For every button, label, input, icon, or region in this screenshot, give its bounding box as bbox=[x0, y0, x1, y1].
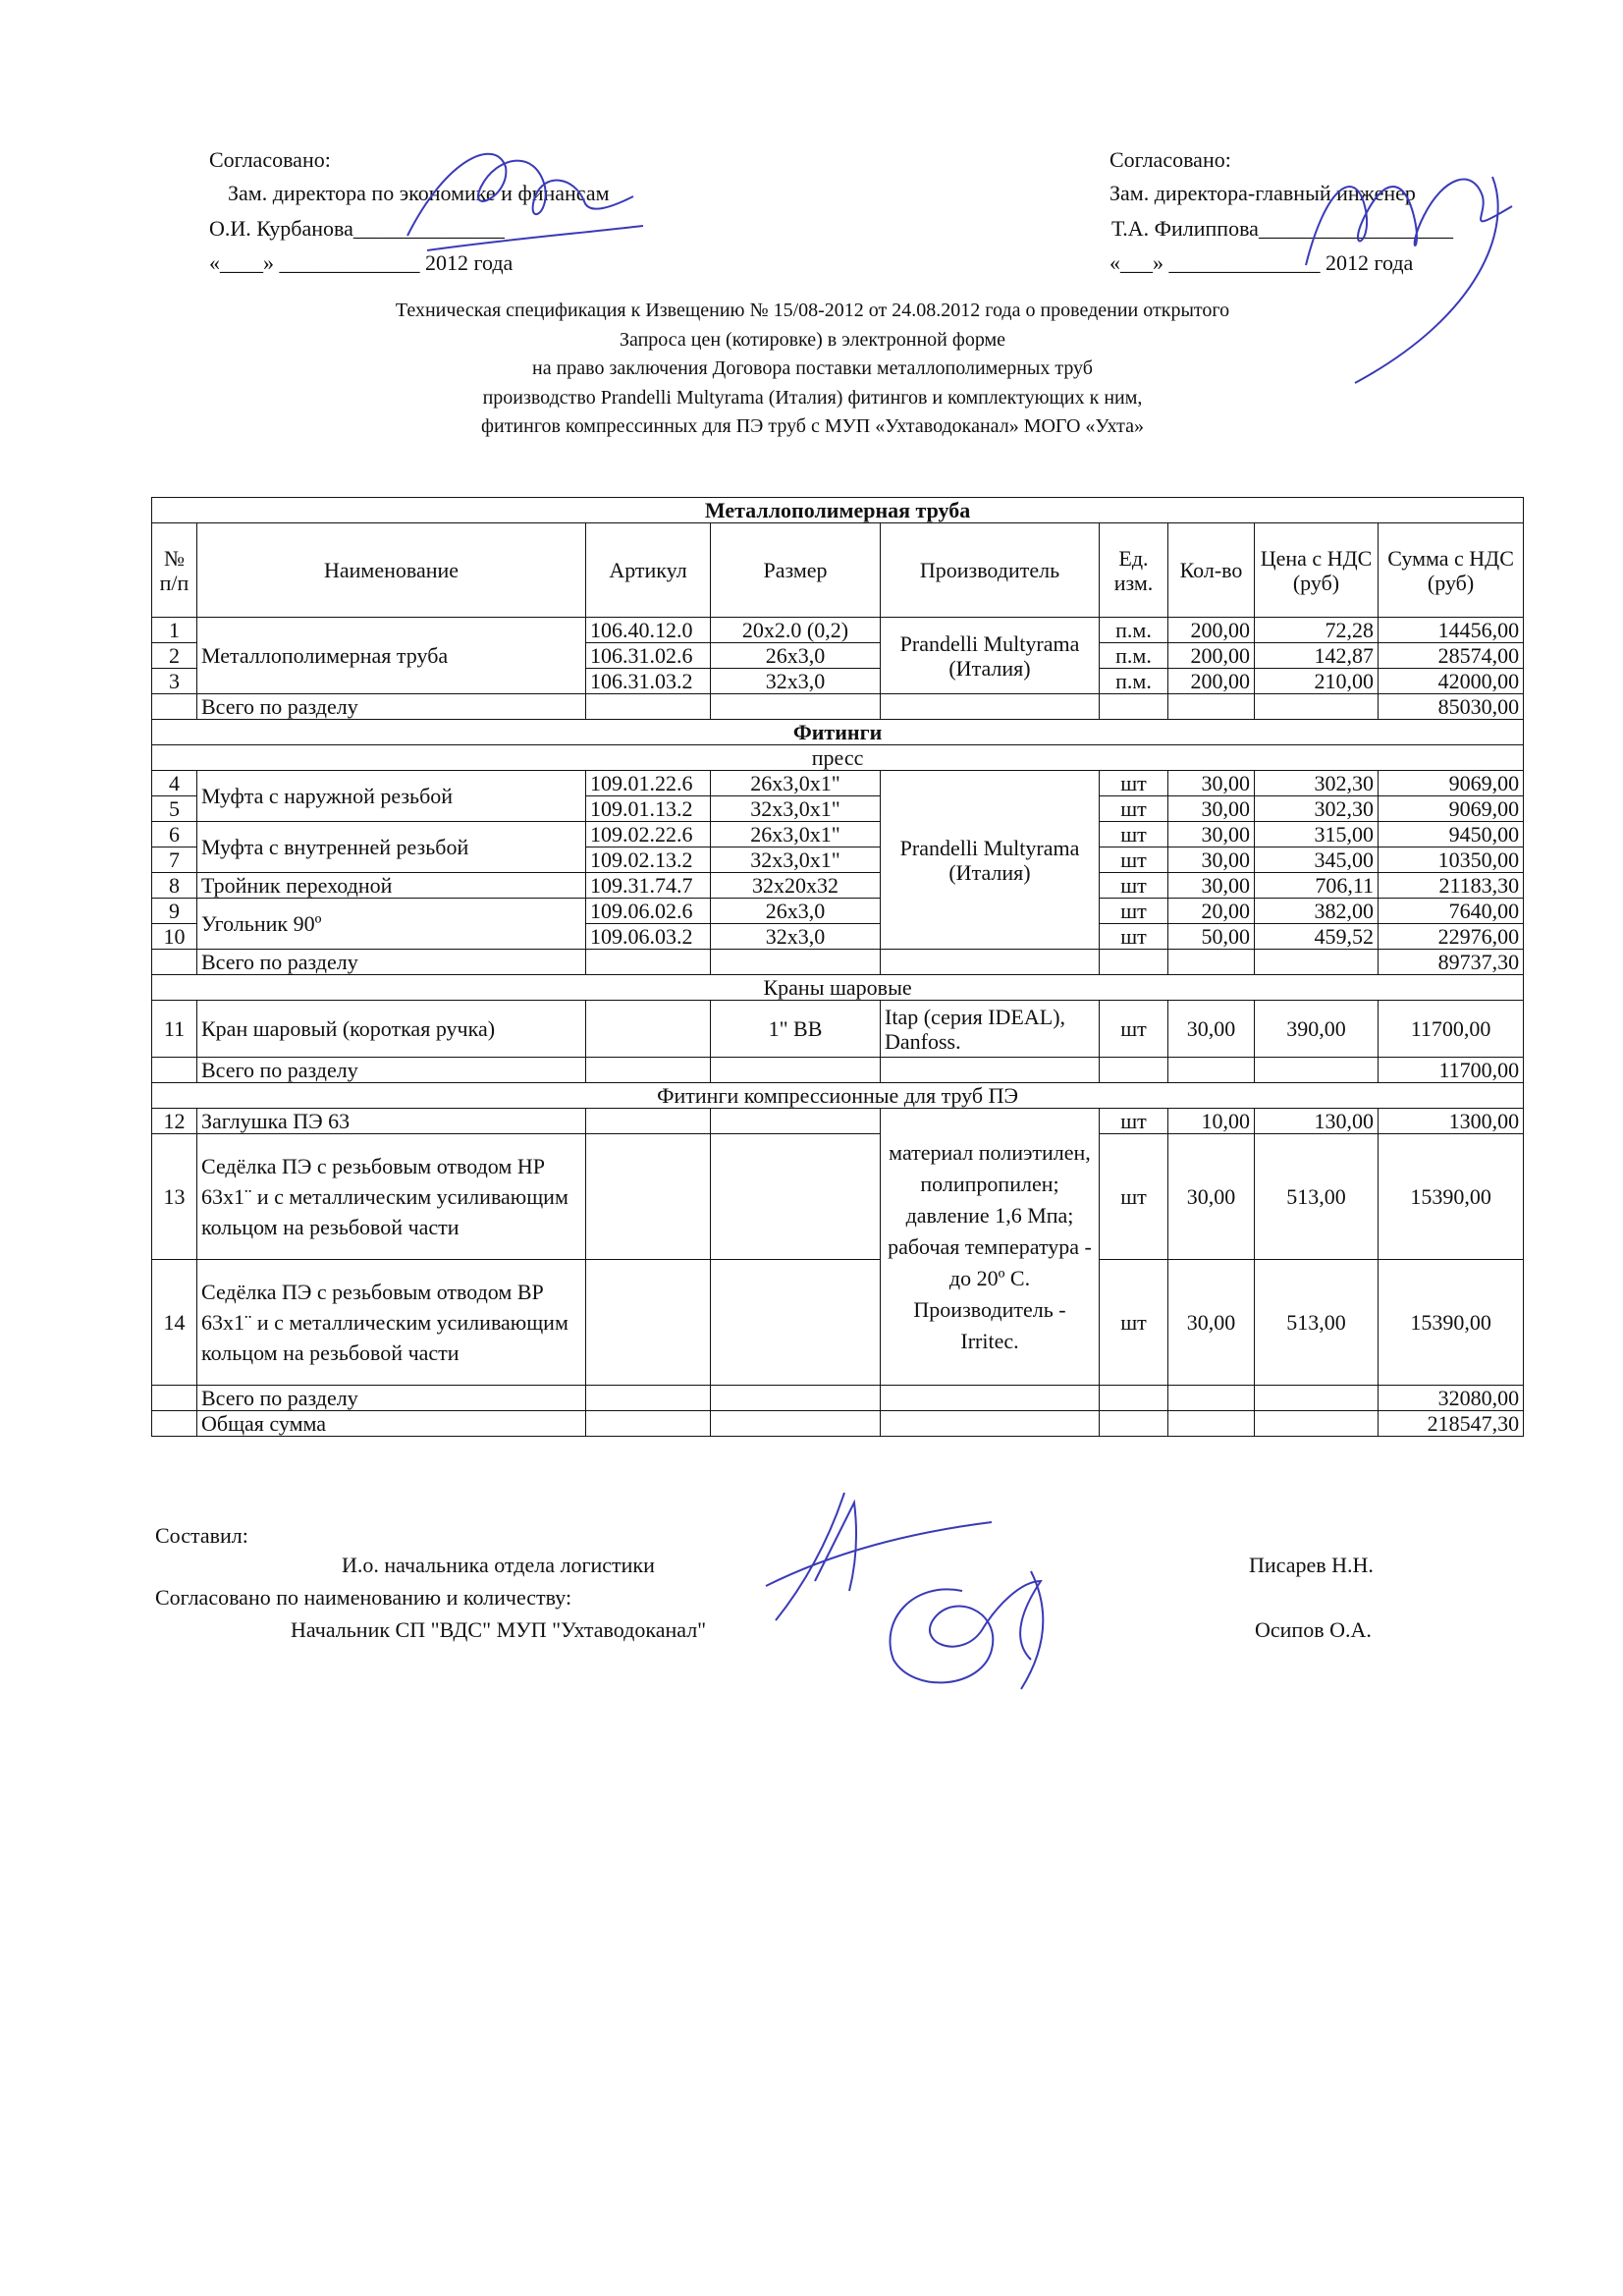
cell-quantity: 30,00 bbox=[1168, 873, 1255, 899]
section-total-label: Всего по разделу bbox=[197, 1386, 586, 1411]
document-title bbox=[236, 297, 1389, 442]
cell-quantity: 50,00 bbox=[1168, 924, 1255, 950]
left-approval-date: «____» _____________ 2012 года bbox=[209, 250, 514, 275]
cell-unit: шт bbox=[1100, 1001, 1168, 1058]
col-header-name: Наименование bbox=[197, 523, 586, 618]
table-row bbox=[152, 618, 1524, 643]
cell-price: 302,30 bbox=[1255, 796, 1379, 822]
left-approver-name: О.И. Курбанова______________ bbox=[209, 216, 505, 241]
col-header-quantity: Кол-во bbox=[1168, 523, 1255, 618]
cell-price: 72,28 bbox=[1255, 618, 1379, 643]
cell-number: 2 bbox=[152, 643, 197, 669]
cell-sum: 28574,00 bbox=[1379, 643, 1524, 669]
cell-name: Заглушка ПЭ 63 bbox=[197, 1109, 586, 1134]
cell-price: 130,00 bbox=[1255, 1109, 1379, 1134]
compiled-position: И.о. начальника отдела логистики bbox=[342, 1553, 655, 1577]
cell-quantity: 30,00 bbox=[1168, 847, 1255, 873]
cell-unit: п.м. bbox=[1100, 643, 1168, 669]
signature-osipov-icon bbox=[874, 1552, 1090, 1699]
cell-sum: 11700,00 bbox=[1379, 1001, 1524, 1058]
right-agreed-label: Согласовано: bbox=[1109, 147, 1231, 172]
cell-name: Тройник переходной bbox=[197, 873, 586, 899]
cell-unit: шт bbox=[1100, 771, 1168, 796]
cell-name: Муфта с внутренней резьбой bbox=[197, 822, 586, 873]
cell-article: 109.01.13.2 bbox=[586, 796, 711, 822]
cell-article: 109.01.22.6 bbox=[586, 771, 711, 796]
cell-article: 109.31.74.7 bbox=[586, 873, 711, 899]
title-line-1: Техническая спецификация к Извещению № 15/08-2012 от 24.08.2012 года о проведении открытого bbox=[395, 300, 1230, 321]
cell-name: Седёлка ПЭ с резьбовым отводом ВР 63х1¨ и с металлическим усиливающим кольцом на резьбовой части bbox=[197, 1260, 586, 1386]
cell-quantity: 30,00 bbox=[1168, 1134, 1255, 1260]
cell-name: Металлополимерная труба bbox=[197, 618, 586, 694]
cell-price: 210,00 bbox=[1255, 669, 1379, 694]
cell-number: 13 bbox=[152, 1134, 197, 1260]
cell-size: 26x3,0x1" bbox=[711, 822, 881, 847]
cell-quantity: 200,00 bbox=[1168, 643, 1255, 669]
table-row bbox=[152, 1134, 1524, 1260]
table-row bbox=[152, 771, 1524, 796]
agreed-by-label: Согласовано по наименованию и количеству: bbox=[155, 1585, 572, 1610]
agreed-position: Начальник СП "ВДС" МУП "Ухтаводоканал" bbox=[291, 1617, 707, 1642]
cell-number: 14 bbox=[152, 1260, 197, 1386]
table-caption: Металлополимерная труба bbox=[152, 498, 1524, 523]
cell-sum: 42000,00 bbox=[1379, 669, 1524, 694]
signature-pisarev-icon bbox=[756, 1483, 1001, 1630]
agreed-name: Осипов О.А. bbox=[1255, 1617, 1372, 1642]
cell-size: 32x3,0 bbox=[711, 924, 881, 950]
cell-sum: 1300,00 bbox=[1379, 1109, 1524, 1134]
section-title-row bbox=[152, 720, 1524, 745]
section-title-row bbox=[152, 975, 1524, 1001]
table-row bbox=[152, 822, 1524, 847]
section-subtitle-row bbox=[152, 745, 1524, 771]
cell-size: 32x20x32 bbox=[711, 873, 881, 899]
col-header-size: Размер bbox=[711, 523, 881, 618]
col-header-manufacturer: Производитель bbox=[881, 523, 1100, 618]
left-agreed-label: Согласовано: bbox=[209, 147, 331, 172]
cell-unit: шт bbox=[1100, 899, 1168, 924]
cell-quantity: 30,00 bbox=[1168, 771, 1255, 796]
cell-name: Седёлка ПЭ с резьбовым отводом НР 63х1¨ и с металлическим усиливающим кольцом на резьбовой части bbox=[197, 1134, 586, 1260]
cell-sum: 21183,30 bbox=[1379, 873, 1524, 899]
col-header-price: Цена с НДС (руб) bbox=[1255, 523, 1379, 618]
cell-unit: шт bbox=[1100, 1134, 1168, 1260]
cell-article: 106.40.12.0 bbox=[586, 618, 711, 643]
cell-number: 1 bbox=[152, 618, 197, 643]
section-title: Фитинги компрессионные для труб ПЭ bbox=[152, 1083, 1524, 1109]
cell-sum: 14456,00 bbox=[1379, 618, 1524, 643]
title-line-2: Запроса цен (котировке) в электронной форме bbox=[619, 328, 1006, 351]
cell-number: 8 bbox=[152, 873, 197, 899]
table-row bbox=[152, 1260, 1524, 1386]
cell-size: 32x3,0 bbox=[711, 669, 881, 694]
cell-article: 106.31.03.2 bbox=[586, 669, 711, 694]
cell-number: 3 bbox=[152, 669, 197, 694]
cell-unit: п.м. bbox=[1100, 669, 1168, 694]
cell-sum: 15390,00 bbox=[1379, 1134, 1524, 1260]
cell-size: 26x3,0 bbox=[711, 643, 881, 669]
grand-total-value: 218547,30 bbox=[1379, 1411, 1524, 1437]
table-row bbox=[152, 899, 1524, 924]
cell-manufacturer: Prandelli Multyrama (Италия) bbox=[881, 618, 1100, 694]
compiled-label: Составил: bbox=[155, 1523, 248, 1548]
cell-quantity: 20,00 bbox=[1168, 899, 1255, 924]
cell-price: 513,00 bbox=[1255, 1134, 1379, 1260]
cell-unit: шт bbox=[1100, 924, 1168, 950]
cell-quantity: 200,00 bbox=[1168, 618, 1255, 643]
cell-quantity: 30,00 bbox=[1168, 796, 1255, 822]
table-row bbox=[152, 1109, 1524, 1134]
cell-unit: шт bbox=[1100, 822, 1168, 847]
cell-quantity: 30,00 bbox=[1168, 1001, 1255, 1058]
cell-price: 459,52 bbox=[1255, 924, 1379, 950]
cell-sum: 10350,00 bbox=[1379, 847, 1524, 873]
section-total-label: Всего по разделу bbox=[197, 1058, 586, 1083]
cell-article: 106.31.02.6 bbox=[586, 643, 711, 669]
cell-sum: 9069,00 bbox=[1379, 796, 1524, 822]
section-title: Краны шаровые bbox=[152, 975, 1524, 1001]
cell-size: 32x3,0x1" bbox=[711, 847, 881, 873]
cell-size: 1" BB bbox=[711, 1001, 881, 1058]
section-total-value: 89737,30 bbox=[1379, 950, 1524, 975]
cell-size: 20x2.0 (0,2) bbox=[711, 618, 881, 643]
col-header-sum: Сумма с НДС (руб) bbox=[1379, 523, 1524, 618]
col-header-article: Артикул bbox=[586, 523, 711, 618]
cell-unit: шт bbox=[1100, 847, 1168, 873]
section-total-row bbox=[152, 950, 1524, 975]
cell-article: 109.02.22.6 bbox=[586, 822, 711, 847]
cell-price: 302,30 bbox=[1255, 771, 1379, 796]
cell-number: 5 bbox=[152, 796, 197, 822]
cell-sum: 15390,00 bbox=[1379, 1260, 1524, 1386]
cell-sum: 22976,00 bbox=[1379, 924, 1524, 950]
cell-price: 390,00 bbox=[1255, 1001, 1379, 1058]
section-total-row bbox=[152, 1058, 1524, 1083]
section-total-label: Всего по разделу bbox=[197, 694, 586, 720]
section-title: Фитинги bbox=[152, 720, 1524, 745]
cell-size: 32x3,0x1" bbox=[711, 796, 881, 822]
section-total-row bbox=[152, 694, 1524, 720]
cell-number: 9 bbox=[152, 899, 197, 924]
cell-unit: п.м. bbox=[1100, 618, 1168, 643]
cell-quantity: 200,00 bbox=[1168, 669, 1255, 694]
cell-quantity: 30,00 bbox=[1168, 822, 1255, 847]
cell-size: 26x3,0 bbox=[711, 899, 881, 924]
cell-unit: шт bbox=[1100, 796, 1168, 822]
left-approver-position: Зам. директора по экономике и финансам bbox=[228, 181, 610, 205]
grand-total-row bbox=[152, 1411, 1524, 1437]
cell-price: 513,00 bbox=[1255, 1260, 1379, 1386]
cell-unit: шт bbox=[1100, 1260, 1168, 1386]
specification-table bbox=[151, 497, 1524, 1437]
cell-quantity: 30,00 bbox=[1168, 1260, 1255, 1386]
table-caption-row bbox=[152, 498, 1524, 523]
col-header-number: № п/п bbox=[152, 523, 197, 618]
cell-size: 26x3,0x1" bbox=[711, 771, 881, 796]
table-row bbox=[152, 873, 1524, 899]
section-total-label: Всего по разделу bbox=[197, 950, 586, 975]
section-total-row bbox=[152, 1386, 1524, 1411]
cell-number: 10 bbox=[152, 924, 197, 950]
col-header-unit: Ед. изм. bbox=[1100, 523, 1168, 618]
cell-number: 7 bbox=[152, 847, 197, 873]
cell-manufacturer: Itap (серия IDEAL), Danfoss. bbox=[881, 1001, 1100, 1058]
section-total-value: 11700,00 bbox=[1379, 1058, 1524, 1083]
cell-unit: шт bbox=[1100, 873, 1168, 899]
cell-name: Угольник 90º bbox=[197, 899, 586, 950]
cell-article: 109.02.13.2 bbox=[586, 847, 711, 873]
section-total-value: 85030,00 bbox=[1379, 694, 1524, 720]
cell-price: 345,00 bbox=[1255, 847, 1379, 873]
cell-name: Кран шаровый (короткая ручка) bbox=[197, 1001, 586, 1058]
section-total-value: 32080,00 bbox=[1379, 1386, 1524, 1411]
cell-sum: 9450,00 bbox=[1379, 822, 1524, 847]
grand-total-label: Общая сумма bbox=[197, 1411, 586, 1437]
cell-manufacturer: материал полиэтилен, полипропилен; давление 1,6 Мпа; рабочая температура - до 20º С. Производитель - Irritec. bbox=[881, 1109, 1100, 1386]
cell-unit: шт bbox=[1100, 1109, 1168, 1134]
cell-quantity: 10,00 bbox=[1168, 1109, 1255, 1134]
right-approver-position: Зам. директора-главный инженер bbox=[1109, 181, 1416, 205]
section-subtitle: пресс bbox=[152, 745, 1524, 771]
right-approval-date: «___» ______________ 2012 года bbox=[1109, 250, 1414, 275]
title-line-4: производство Prandelli Multyrama (Италия) фитингов и комплектующих к ним, bbox=[482, 386, 1143, 409]
table-row bbox=[152, 1001, 1524, 1058]
cell-number: 12 bbox=[152, 1109, 197, 1134]
title-line-3: на право заключения Договора поставки металлополимерных труб bbox=[532, 357, 1093, 379]
cell-price: 706,11 bbox=[1255, 873, 1379, 899]
cell-price: 142,87 bbox=[1255, 643, 1379, 669]
section-title-row bbox=[152, 1083, 1524, 1109]
cell-price: 382,00 bbox=[1255, 899, 1379, 924]
compiled-name: Писарев Н.Н. bbox=[1249, 1553, 1374, 1577]
table-header-row bbox=[152, 523, 1524, 618]
cell-article: 109.06.02.6 bbox=[586, 899, 711, 924]
cell-number: 11 bbox=[152, 1001, 197, 1058]
cell-sum: 7640,00 bbox=[1379, 899, 1524, 924]
right-approver-name: Т.А. Филиппова__________________ bbox=[1111, 216, 1453, 241]
cell-article: 109.06.03.2 bbox=[586, 924, 711, 950]
cell-number: 6 bbox=[152, 822, 197, 847]
cell-manufacturer: Prandelli Multyrama (Италия) bbox=[881, 771, 1100, 950]
cell-price: 315,00 bbox=[1255, 822, 1379, 847]
cell-name: Муфта с наружной резьбой bbox=[197, 771, 586, 822]
cell-number: 4 bbox=[152, 771, 197, 796]
title-line-5: фитингов компрессинных для ПЭ труб с МУП «Ухтаводоканал» МОГО «Ухта» bbox=[481, 415, 1144, 437]
cell-sum: 9069,00 bbox=[1379, 771, 1524, 796]
